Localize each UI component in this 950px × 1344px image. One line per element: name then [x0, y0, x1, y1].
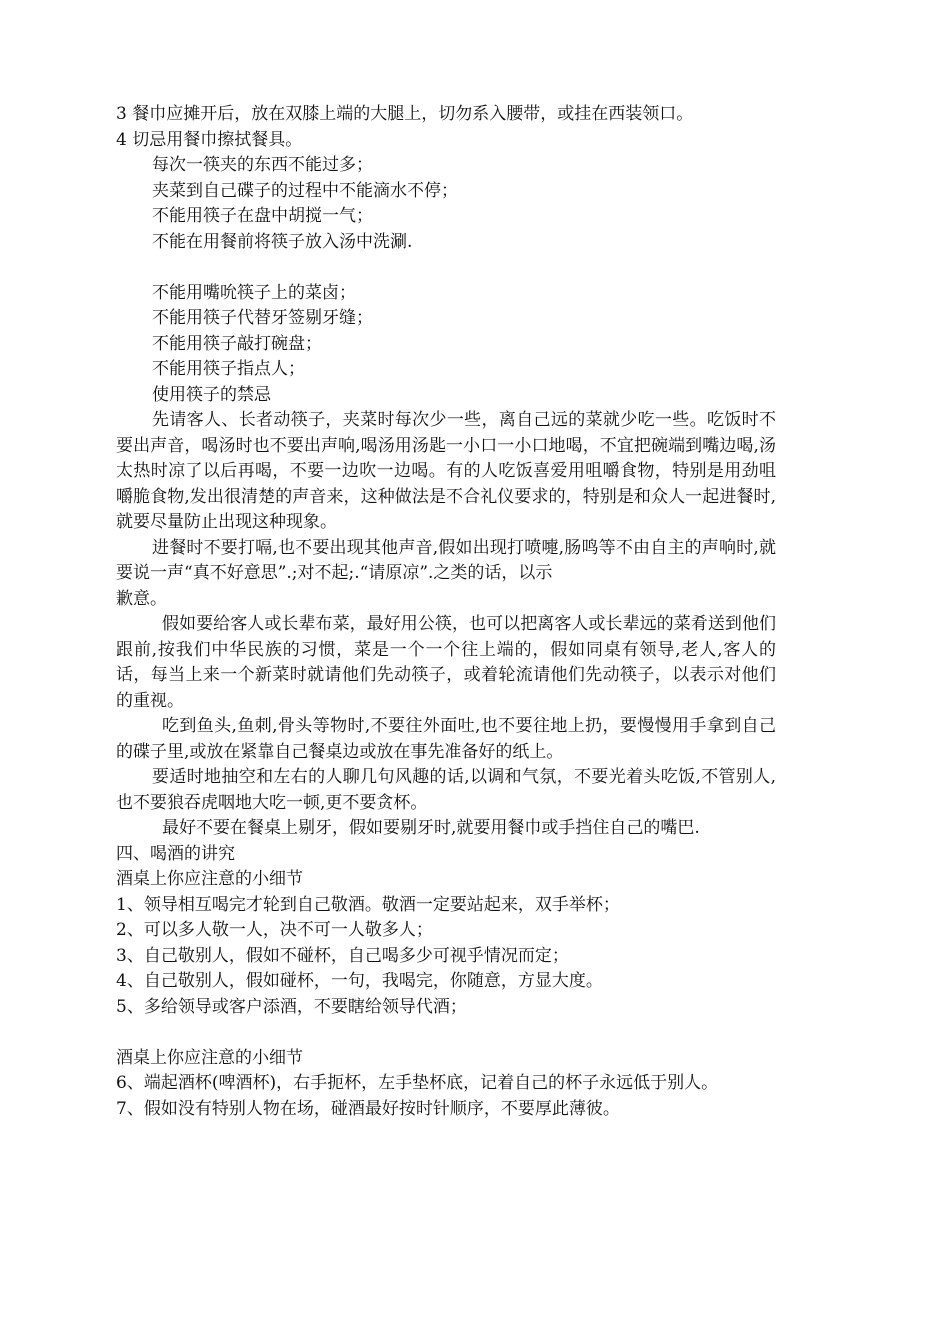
chopstick-taboo-heading: 使用筷子的禁忌	[152, 384, 271, 405]
section-heading-drinking: 四、喝酒的讲究	[116, 843, 235, 864]
paragraph-bones: 吃到鱼头,鱼刺,骨头等物时,不要往外面吐,也不要往地上扔，要慢慢用手拿到自己的碟子里,或放在紧靠自己餐桌边或放在事先准备好的纸上。	[116, 716, 776, 762]
drinking-rule-6: 6、端起酒杯(啤酒杯)，右手扼杯，左手垫杯底，记着自己的杯子永远低于别人。	[116, 1073, 719, 1093]
subheading-drinking-details: 酒桌上你应注意的小细节	[116, 869, 303, 889]
document-body	[116, 102, 776, 1122]
drinking-rule-4: 4、自己敬别人，假如碰杯，一句，我喝完，你随意，方显大度。	[116, 971, 603, 991]
paragraph-serving-food: 假如要给客人或长辈布菜，最好用公筷，也可以把离客人或长辈远的菜肴送到他们跟前,按我们中华民族的习惯，菜是一个一个往上端的，假如同桌有领导,老人,客人的话，每当上来一个新菜时就请他们先动筷子，或着轮流请他们先动筷子，以表示对他们的重视。	[116, 614, 776, 711]
drinking-rule-1: 1、领导相互喝完才轮到自己敬酒。敬酒一定要站起来，双手举杯；	[116, 894, 620, 915]
drinking-rule-3: 3、自己敬别人，假如不碰杯，自己喝多少可视乎情况而定；	[116, 945, 569, 966]
drinking-rule-2: 2、可以多人敬一人，决不可一人敬多人；	[116, 920, 433, 940]
chopstick-rule: 不能用筷子代替牙签剔牙缝；	[152, 308, 373, 328]
chopstick-rule: 不能用筷子在盘中胡搅一气；	[152, 206, 373, 226]
chopstick-rule: 不能用筷子敲打碗盘；	[152, 333, 322, 354]
paragraph-no-noise-end: 歉意。	[116, 588, 167, 609]
subheading-drinking-details-2: 酒桌上你应注意的小细节	[116, 1047, 303, 1068]
chopstick-rule: 每次一筷夹的东西不能过多；	[152, 155, 373, 175]
paragraph-eating-manners: 先请客人、长者动筷子，夹菜时每次少一些，离自己远的菜就少吃一些。吃饭时不要出声音，喝汤时也不要出声响,喝汤用汤匙一小口一小口地喝，不宜把碗端到嘴边喝,汤太热时凉了以后再喝，不要一边吹一边喝。有的人吃饭喜爱用咀嚼食物，特别是用劲咀嚼脆食物,发出很清楚的声音来，这种做法是不合礼仪要求的，特别是和众人一起进餐时,就要尽量防止出现这种现象。	[116, 410, 776, 532]
chopstick-rule: 不能在用餐前将筷子放入汤中洗涮.	[152, 231, 413, 252]
napkin-rule-3: 3 餐巾应摊开后，放在双膝上端的大腿上，切勿系入腰带，或挂在西装领口。	[116, 104, 694, 124]
napkin-rule-4: 4 切忌用餐巾擦拭餐具。	[116, 129, 303, 150]
blank-line	[116, 1020, 776, 1046]
paragraph-toothpick: 最好不要在餐桌上剔牙，假如要剔牙时,就要用餐巾或手挡住自己的嘴巴.	[162, 818, 700, 838]
drinking-rule-5: 5、多给领导或客户添酒，不要瞎给领导代酒；	[116, 996, 467, 1017]
drinking-rule-7: 7、假如没有特别人物在场，碰酒最好按时针顺序，不要厚此薄彼。	[116, 1098, 620, 1119]
paragraph-no-noise: 进餐时不要打嗝,也不要出现其他声音,假如出现打喷嚏,肠鸣等不由自主的声响时,就要说一声“真不好意思”.;对不起;.“请原凉”.之类的话，以示	[116, 537, 776, 583]
chopstick-rule: 夹菜到自己碟子的过程中不能滴水不停；	[152, 180, 458, 201]
blank-line	[116, 255, 776, 281]
chopstick-rule: 不能用嘴吮筷子上的菜卤；	[152, 282, 356, 303]
chopstick-rule: 不能用筷子指点人；	[152, 359, 305, 379]
paragraph-conversation: 要适时地抽空和左右的人聊几句风趣的话,以调和气氛，不要光着头吃饭,不管别人,也不要狼吞虎咽地大吃一顿,更不要贪杯。	[116, 767, 776, 813]
